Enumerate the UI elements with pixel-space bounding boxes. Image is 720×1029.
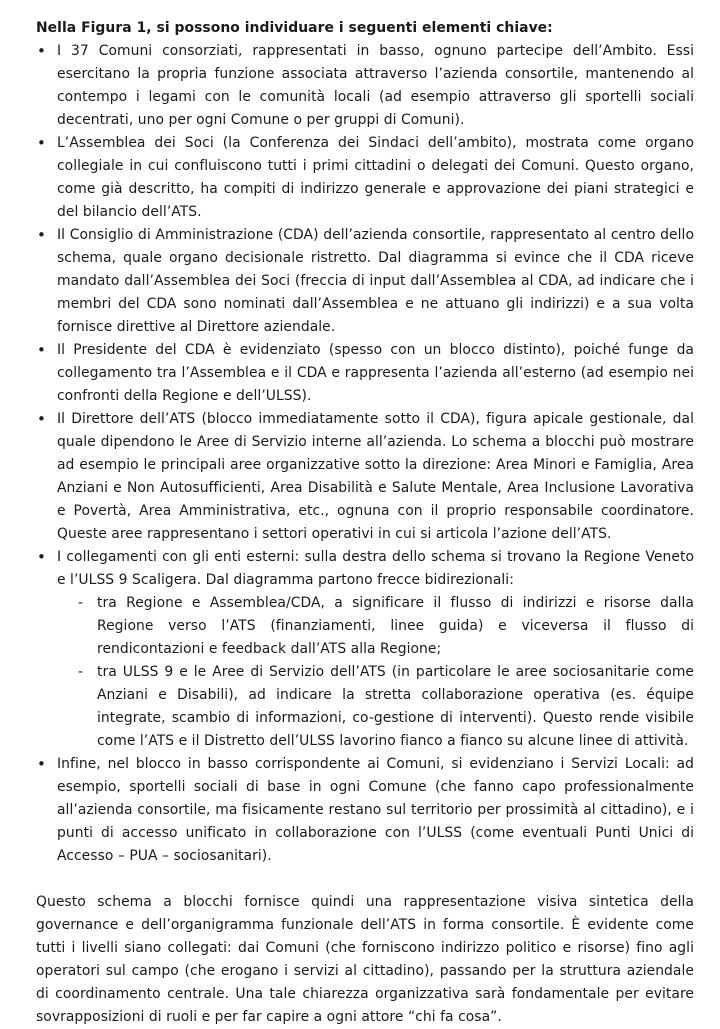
list-item-collegamenti [36,546,694,753]
sub-list-item-ulss [57,661,694,753]
sub-list-item-text: tra ULSS 9 e le Aree di Servizio dell’ATS (in particolare le aree sociosanitarie come Anziani e Disabili), ad indicare la stretta collaborazione operativa (es. équipe integrate, scambio di informazioni, co-gestione di interventi). Questo rende visibile come l’ATS e il Distretto dell’ULSS lavorino fianco a fianco su alcune linee di attività. [97,664,694,749]
list-item-presidente [36,339,694,408]
list-item-text: L’Assemblea dei Soci (la Conferenza dei Sindaci dell’ambito), mostrata come organo collegiale in cui confluiscono tutti i primi cittadini o delegati dei Comuni. Questo organo, come già descritto, ha compiti di indirizzo generale e approvazione dei piani strategici e del bilancio dell’ATS. [57,135,694,220]
list-item-servizi-locali [36,753,694,868]
list-item-assemblea [36,132,694,224]
list-item-text: Il Consiglio di Amministrazione (CDA) dell’azienda consortile, rappresentato al centro dello schema, quale organo decisionale ristretto. Dal diagramma si evince che il CDA riceve mandato dall’Assemblea dei Soci (freccia di input dall’Assemblea al CDA, ad indicare che i membri del CDA sono nominati dall’Assemblea e ne attuano gli indirizzi) e a sua volta fornisce direttive al Direttore aziendale. [57,227,694,335]
section-heading: Nella Figura 1, si possono individuare i seguenti elementi chiave: [36,20,553,36]
list-item-text: Il Direttore dell’ATS (blocco immediatamente sotto il CDA), figura apicale gestionale, dal quale dipendono le Aree di Servizio interne all’azienda. Lo schema a blocchi può mostrare ad esempio le principali aree organizzative sotto la direzione: Area Minori e Famiglia, Area Anziani e Non Autosufficienti, Area Disabilità e Salute Mentale, Area Inclusione Lavorativa e Povertà, Area Amministrativa, etc., ognuna con il proprio responsabile coordinatore. Queste aree rappresentano i settori operativi in cui si articola l’azione dell’ATS. [57,411,694,542]
list-item-direttore [36,408,694,546]
list-item-text: I 37 Comuni consorziati, rappresentati in basso, ognuno partecipe dell’Ambito. Essi esercitano la propria funzione associata attraverso l’azienda consortile, mantenendo al contempo i legami con le comunità locali (ad esempio attraverso gli sportelli sociali decentrati, uno per ogni Comune o per gruppi di Comuni). [57,43,694,128]
sub-list-item-text: tra Regione e Assemblea/CDA, a significare il flusso di indirizzi e risorse dalla Regione verso l’ATS (finanziamenti, linee guida) e viceversa il flusso di rendicontazioni e feedback dall’ATS alla Regione; [97,595,694,657]
closing-paragraph: Questo schema a blocchi fornisce quindi una rappresentazione visiva sintetica della governance e dell’organigramma funzionale dell’ATS in forma consortile. È evidente come tutti i livelli siano collegati: dai Comuni (che forniscono indirizzo politico e risorse) fino agli operatori sul campo (che erogano i servizi al cittadino), passando per la struttura aziendale di coordinamento centrale. Una tale chiarezza organizzativa sarà fondamentale per evitare sovrapposizioni di ruoli e per far capire a ogni attore “chi fa cosa”. [36,894,694,1025]
list-item-text: I collegamenti con gli enti esterni: sulla destra dello schema si trovano la Regione Veneto e l’ULSS 9 Scaligera. Dal diagramma partono frecce bidirezionali: [57,549,694,588]
list-item-text: Infine, nel blocco in basso corrispondente ai Comuni, si evidenziano i Servizi Locali: ad esempio, sportelli sociali di base in ogni Comune (che fanno capo professionalmente all’azienda consortile, ma fisicamente restano sul territorio per prossimità al cittadino), e i punti di accesso unificato in collaborazione con l’ULSS (come eventuali Punti Unici di Accesso – PUA – sociosanitari). [57,756,694,864]
sub-list [57,592,694,753]
key-elements-list [36,40,694,868]
list-item-text: Il Presidente del CDA è evidenziato (spesso con un blocco distinto), poiché funge da collegamento tra l’Assemblea e il CDA e rappresenta l’azienda all’esterno (ad esempio nei confronti della Regione e dell’ULSS). [57,342,694,404]
sub-list-item-regione [57,592,694,661]
list-item-comuni [36,40,694,132]
list-item-cda [36,224,694,339]
